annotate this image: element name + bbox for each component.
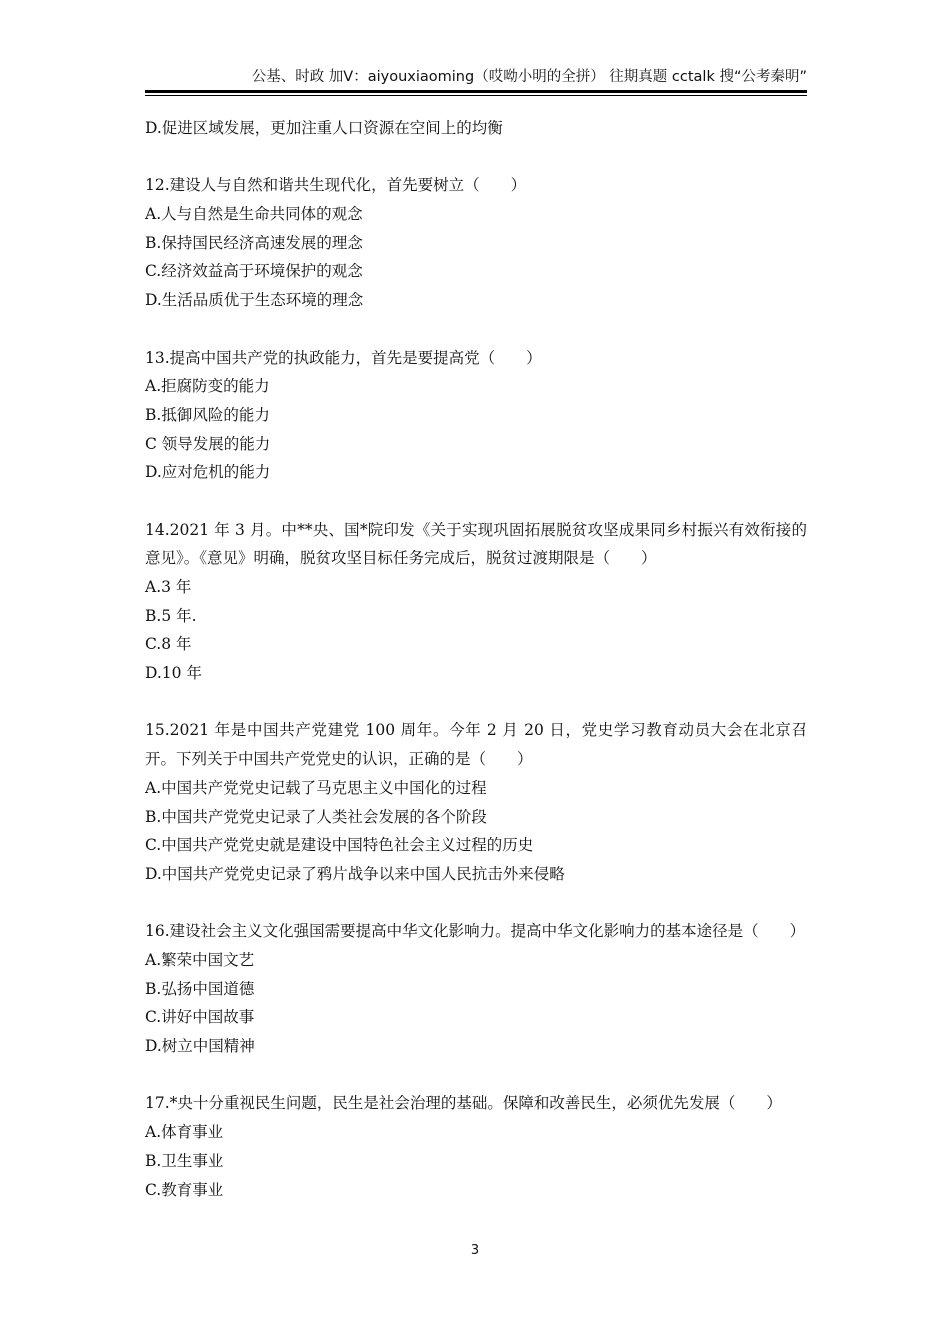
option-d: D.生活品质优于生态环境的理念 (145, 291, 364, 310)
header-text: 公基、时政 加V：aiyouxiaoming（哎呦小明的全拼） 往期真题 cctalk 搜“公考秦明” (251, 69, 807, 85)
header-rule-thick (145, 90, 807, 93)
option-c: C.8 年 (145, 635, 192, 654)
question-14 (145, 516, 807, 688)
option-a: A.人与自然是生命共同体的观念 (145, 205, 363, 224)
question-stem: 15.2021 年是中国共产党建党 100 周年。今年 2 月 20 日，党史学习教育动员大会在北京召开。下列关于中国共产党党史的认识，正确的是（ ） (145, 721, 807, 769)
option-c: C 领导发展的能力 (145, 434, 271, 453)
option-d: D.应对危机的能力 (145, 463, 271, 482)
header-rule-thin (145, 95, 807, 96)
question-12 (145, 171, 807, 314)
option-b: B.中国共产党党史记录了人类社会发展的各个阶段 (145, 807, 487, 826)
option-b: B.弘扬中国道德 (145, 979, 255, 998)
page-number: 3 (470, 1243, 480, 1258)
option-c: C.中国共产党党史就是建设中国特色社会主义过程的历史 (145, 836, 534, 855)
question-15 (145, 716, 807, 888)
question-stem: 13.提高中国共产党的执政能力，首先是要提高党（ ） (145, 348, 542, 367)
question-stem: 16.建设社会主义文化强国需要提高中华文化影响力。提高中华文化影响力的基本途径是（ ） (145, 922, 806, 941)
option-a: A.繁荣中国文艺 (145, 951, 255, 970)
document-body (145, 114, 807, 1204)
question-13 (145, 344, 807, 487)
option-a: A.3 年 (145, 578, 192, 597)
option-b: B.保持国民经济高速发展的理念 (145, 233, 363, 252)
option-d: D.10 年 (145, 664, 202, 683)
option-b: B.卫生事业 (145, 1151, 224, 1170)
question-16 (145, 917, 807, 1060)
question-17 (145, 1089, 807, 1204)
option-c: C.教育事业 (145, 1180, 224, 1199)
option-c: C.讲好中国故事 (145, 1008, 255, 1027)
page-header (145, 66, 807, 88)
option-c: C.经济效益高于环境保护的观念 (145, 262, 363, 281)
question-stem: 17.*央十分重视民生问题，民生是社会治理的基础。保障和改善民生，必须优先发展（ ） (145, 1094, 782, 1113)
option-d: D.树立中国精神 (145, 1037, 255, 1056)
option-a: A.中国共产党党史记载了马克思主义中国化的过程 (145, 778, 487, 797)
option-a: A.体育事业 (145, 1123, 224, 1142)
question-stem: 12.建设人与自然和谐共生现代化，首先要树立（ ） (145, 176, 527, 195)
option-b: B.5 年. (145, 606, 197, 625)
option-a: A.拒腐防变的能力 (145, 377, 270, 396)
option-d: D.中国共产党党史记录了鸦片战争以来中国人民抗击外来侵略 (145, 864, 565, 883)
option-b: B.抵御风险的能力 (145, 405, 270, 424)
carryover-option: D.促进区域发展，更加注重人口资源在空间上的均衡 (145, 119, 503, 137)
question-stem: 14.2021 年 3 月。中**央、国*院印发《关于实现巩固拓展脱贫攻坚成果同乡村振兴有效衔接的意见》。《意见》明确，脱贫攻坚目标任务完成后，脱贫过渡期限是（ ） (145, 520, 807, 568)
